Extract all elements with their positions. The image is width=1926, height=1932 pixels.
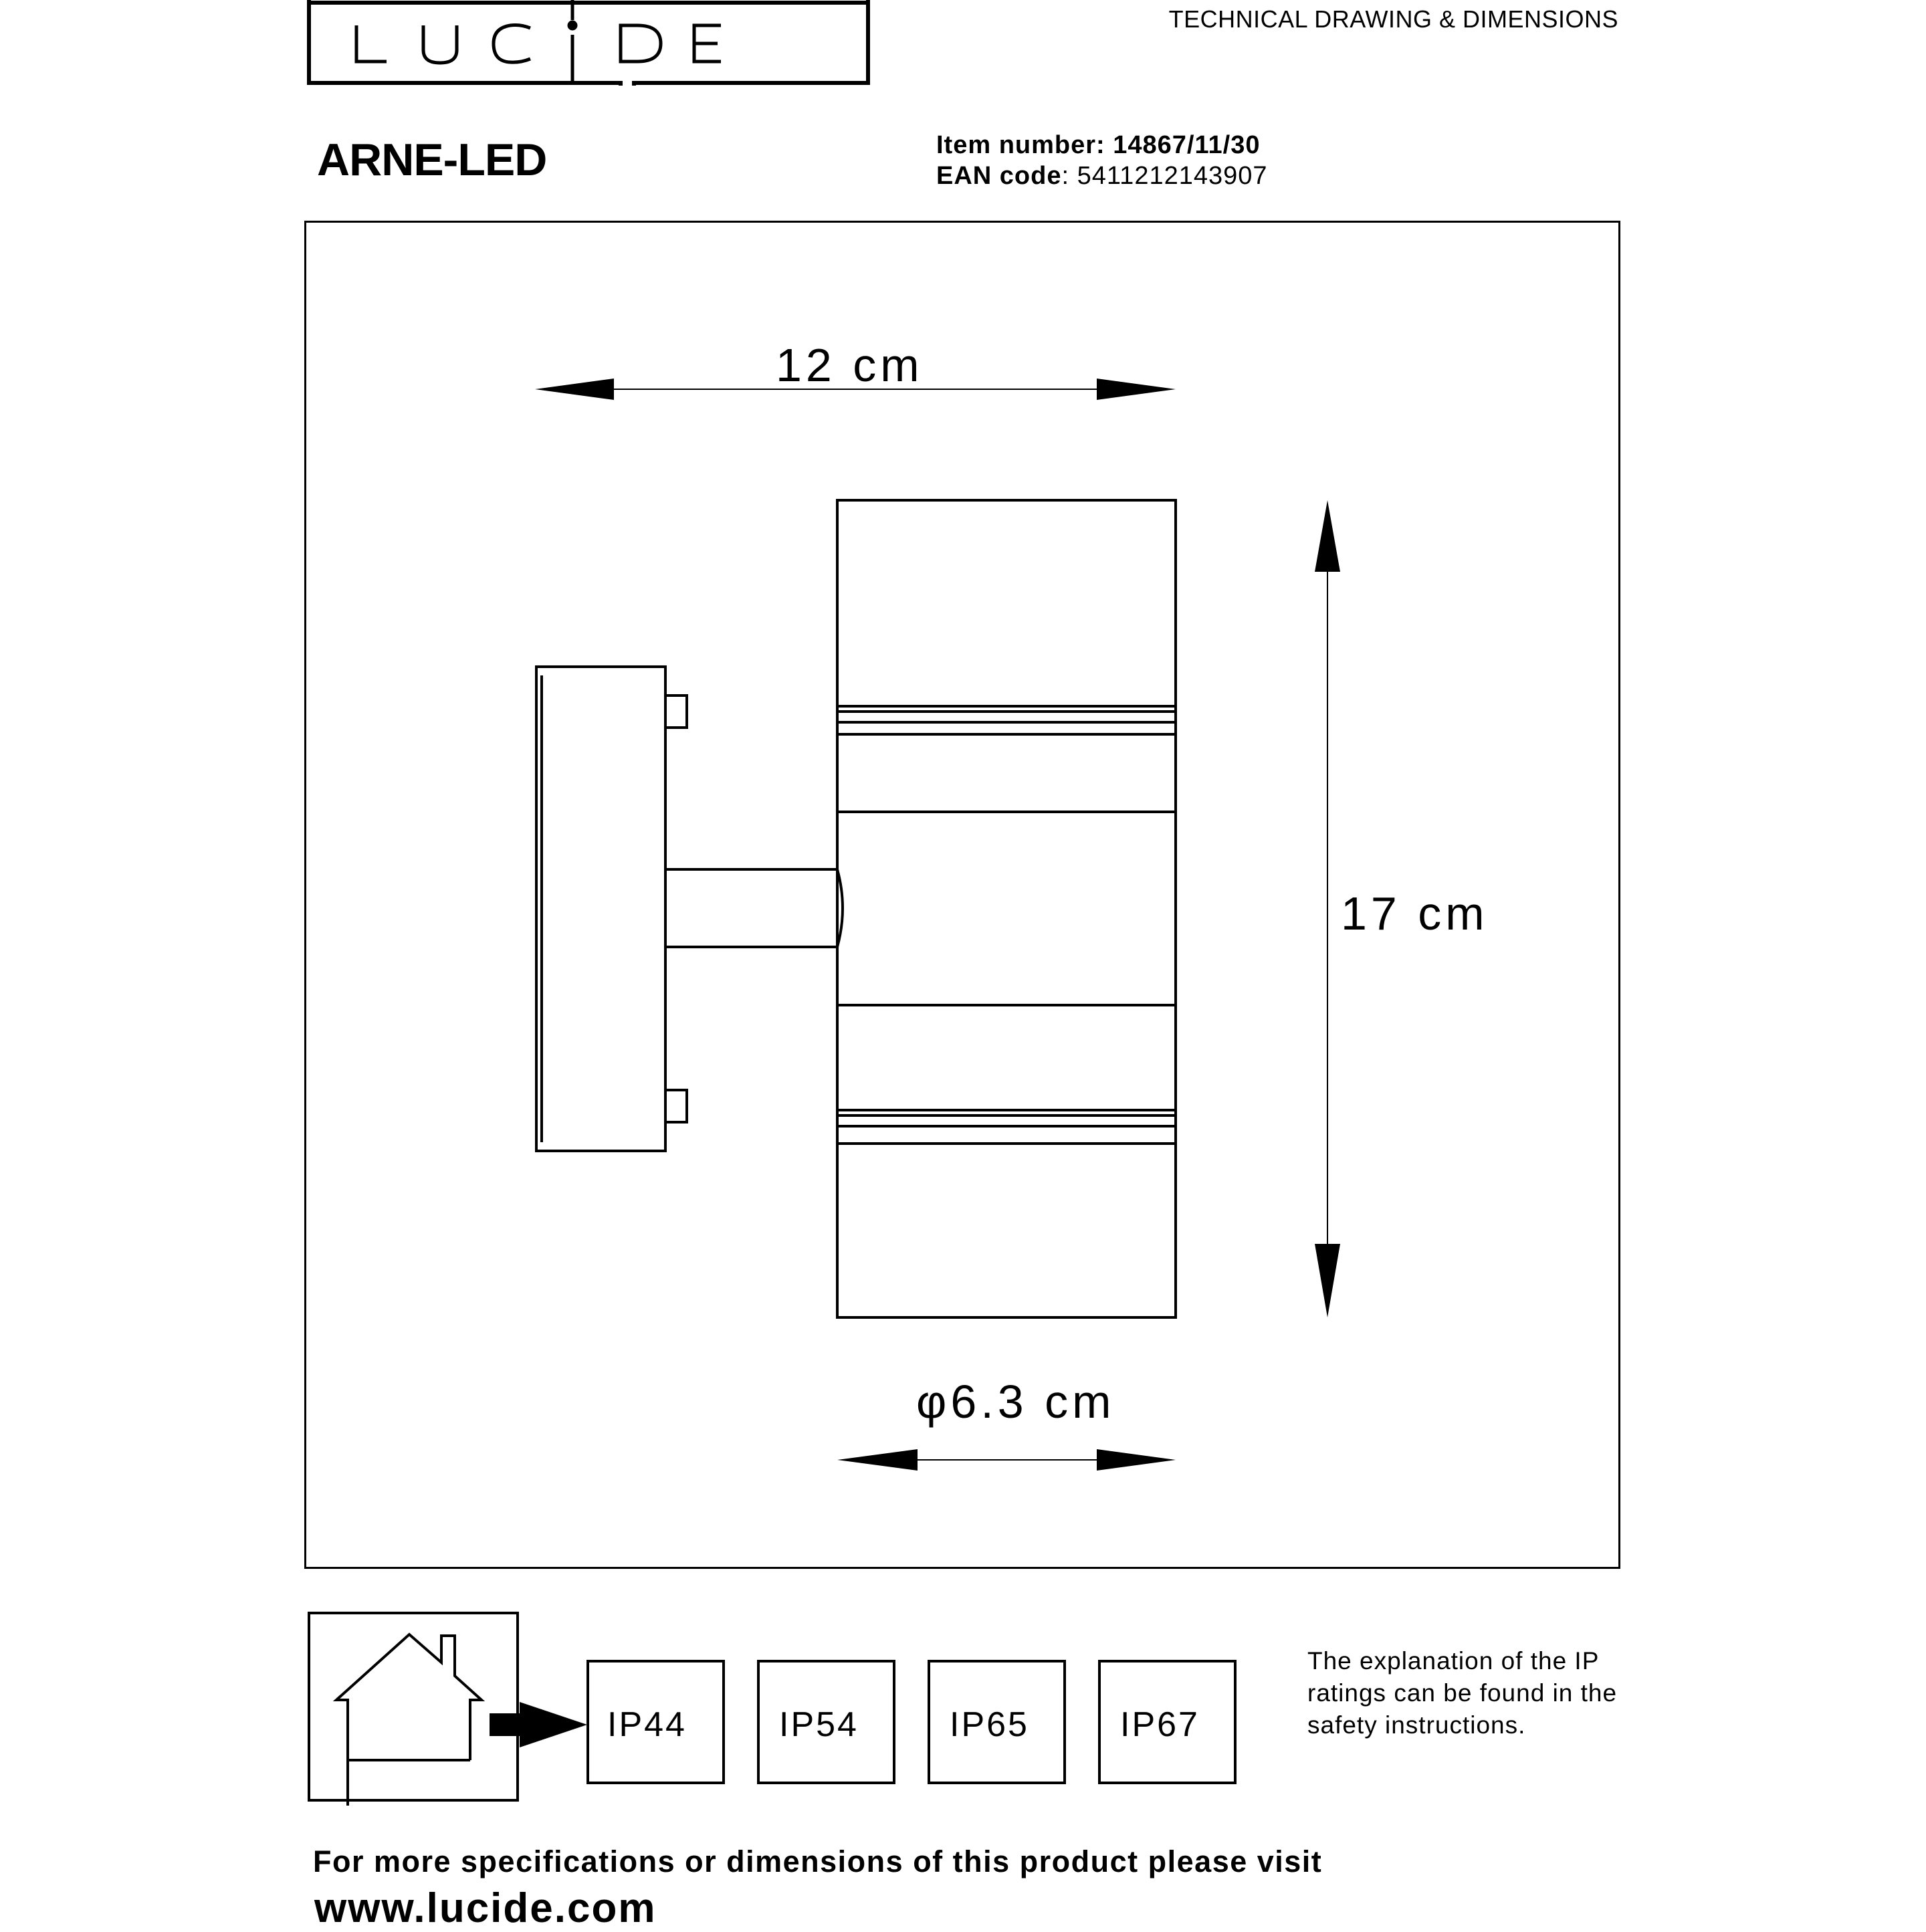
arrow-right-icon [490,1702,587,1747]
item-number-value: 14867/11/30 [1113,131,1261,159]
document-title: TECHNICAL DRAWING & DIMENSIONS [1168,5,1618,33]
footer-text: For more specifications or dimensions of this product please visit [313,1844,1323,1879]
ean-label: EAN code [936,162,1062,190]
ip-rating-ip54: IP54 [779,1705,859,1744]
item-number-label: Item number: [936,131,1105,159]
height-dimension-label: 17 cm [1341,887,1489,940]
diameter-dimension-line [837,1449,1176,1471]
diameter-dimension-label: φ6.3 cm [916,1376,1115,1428]
footer-url-link[interactable]: www.lucide.com [314,1885,657,1931]
width-dimension-label: 12 cm [776,339,924,391]
ip-rating-ip44: IP44 [607,1705,687,1744]
height-dimension-line [1315,500,1340,1317]
lamp-drawing [536,500,1176,1317]
ean-value: : 5411212143907 [1061,162,1268,190]
product-name: ARNE-LED [317,134,547,185]
ip-rating-ip67: IP67 [1120,1705,1200,1744]
indoor-outdoor-house-icon [309,1613,518,1806]
ip-ratings-note: The explanation of the IP ratings can be found in the safety instructions. [1307,1647,1618,1739]
ip-rating-ip65: IP65 [950,1705,1029,1744]
